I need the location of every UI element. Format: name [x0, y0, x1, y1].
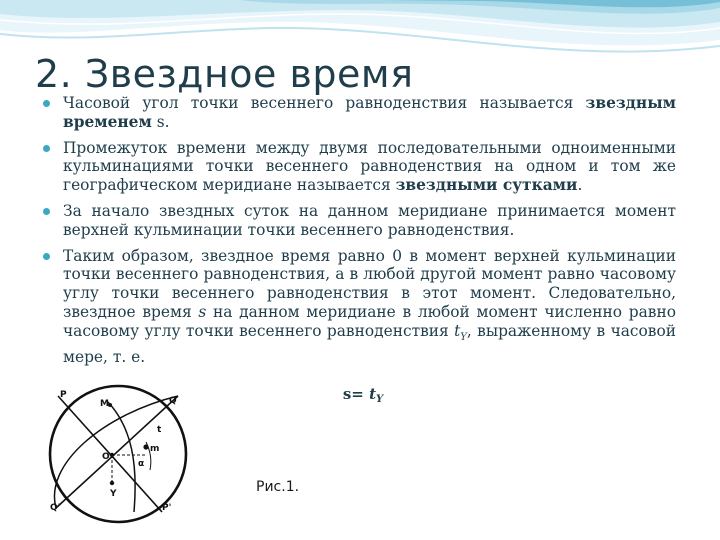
bullet-dot-icon	[43, 208, 50, 215]
label-O: O	[102, 452, 110, 462]
label-Q-prime: Q'	[50, 503, 61, 513]
label-P-prime: P'	[162, 503, 172, 513]
label-M: M	[100, 399, 109, 409]
bullet-dot-icon	[43, 253, 50, 260]
label-alpha: α	[138, 459, 145, 469]
slide-title: 2. Звездное время	[35, 52, 414, 96]
label-t: t	[157, 425, 162, 435]
celestial-sphere-diagram	[34, 384, 206, 524]
bullet-item: За начало звездных суток на данном меридиане принимается момент верхней кульминации точки весеннего равноденствия.	[42, 202, 676, 240]
label-P: P	[60, 390, 67, 400]
bullet-item: Таким образом, звездное время равно 0 в момент верхней кульминации точки весеннего равноденствия, а в любой другой момент равно часовому углу точки весеннего равноденствия в этот момент. Следовательно, звездное время s на данном меридиане в любой момент численно равно часовому углу точки весеннего равноденствия $t_Y$, выраженному в часовой мере, т. е.	[42, 247, 676, 367]
label-Q: Q	[169, 396, 177, 406]
label-aries: Υ	[110, 489, 117, 499]
bullet-dot-icon	[43, 100, 50, 107]
term-sidereal-day: звездными сутками	[395, 176, 578, 195]
bullet-item: Часовой угол точки весеннего равноденствия называется звездным временем s.	[42, 94, 676, 132]
bullet-list	[42, 94, 676, 373]
bullet-dot-icon	[43, 145, 50, 152]
term-sidereal-time: звездным временем	[63, 94, 676, 131]
label-m: m	[150, 444, 160, 454]
figure-caption: Рис.1.	[256, 479, 300, 495]
sidereal-time-formula: $s= t_Y$	[342, 385, 384, 405]
bullet-item: Промежуток времени между двумя последовательными одноименными кульминациями точки весеннего равноденствия на одном и том же географическом меридиане называется звездными сутками.	[42, 139, 676, 195]
